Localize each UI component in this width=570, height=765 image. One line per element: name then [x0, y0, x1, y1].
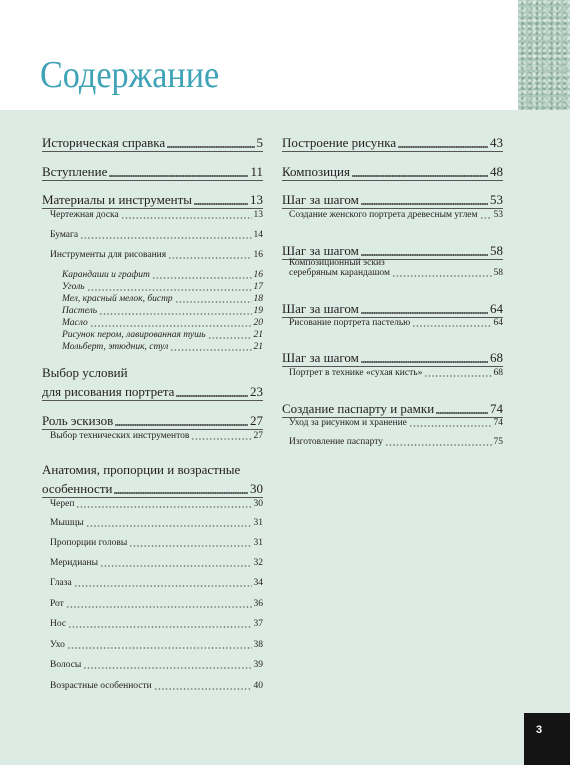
dot-leader — [167, 146, 254, 148]
toc-right-column — [282, 0, 503, 765]
dot-leader — [74, 585, 252, 587]
toc-page-number: 17 — [253, 282, 263, 292]
dot-leader — [168, 257, 251, 259]
toc-page-number: 27 — [253, 431, 263, 441]
toc-heading — [42, 481, 263, 498]
toc-subentry — [42, 639, 263, 651]
toc-entry-title: Рисунок пером, лавированная тушь — [62, 330, 206, 340]
dot-leader — [385, 444, 492, 446]
toc-entry-title: особенности — [42, 481, 113, 496]
toc-subentry — [282, 317, 503, 329]
toc-page-number: 53 — [490, 192, 503, 207]
dot-leader — [68, 626, 251, 628]
toc-heading — [282, 135, 503, 152]
toc-page-number: 30 — [253, 499, 263, 509]
toc-entry-title: Пастель — [62, 306, 98, 316]
toc-subentry — [42, 498, 263, 510]
toc-entry-title: Композиционный эскиз — [289, 258, 385, 268]
toc-heading — [42, 384, 263, 401]
toc-subsubentry — [42, 305, 263, 317]
toc-entry-title: Мел, красный мелок, бистр — [62, 294, 173, 304]
toc-heading — [282, 350, 503, 367]
dot-leader — [154, 688, 252, 690]
dot-leader — [66, 606, 252, 608]
toc-subentry — [42, 618, 263, 630]
toc-left-column — [42, 0, 263, 765]
dot-leader — [109, 175, 248, 177]
dot-leader — [175, 301, 252, 303]
toc-entry-title: Материалы и инструменты — [42, 192, 193, 207]
toc-entry-title: Шаг за шагом — [282, 350, 359, 365]
toc-page-number: 53 — [493, 210, 503, 220]
toc-page-number: 32 — [253, 558, 263, 568]
toc-page-number: 68 — [493, 368, 503, 378]
toc-page-number: 20 — [253, 318, 263, 328]
toc-entry-title: Выбор технических инструментов — [50, 431, 190, 441]
dot-leader — [424, 375, 491, 377]
toc-subsubentry — [42, 329, 263, 341]
toc-subentry — [282, 436, 503, 448]
toc-page-number: 5 — [256, 135, 263, 150]
dot-leader — [392, 275, 491, 277]
dot-leader — [90, 325, 252, 327]
toc-page-number: 37 — [253, 619, 263, 629]
toc-page-number: 74 — [493, 418, 503, 428]
dot-leader — [361, 203, 488, 205]
dot-leader — [176, 395, 248, 397]
toc-subentry — [282, 417, 503, 429]
toc-page-number: 21 — [253, 342, 263, 352]
toc-subentry — [42, 209, 263, 221]
toc-page-number: 64 — [490, 301, 503, 316]
dot-leader — [398, 146, 488, 148]
toc-entry-title: Чертежная доска — [50, 210, 119, 220]
toc-page-number: 16 — [253, 250, 263, 260]
dot-leader — [121, 217, 252, 219]
toc-page-number: 36 — [253, 599, 263, 609]
toc-page-number: 38 — [253, 640, 263, 650]
toc-page-number: 43 — [490, 135, 503, 150]
toc-page-number: 11 — [250, 164, 263, 179]
dot-leader — [194, 203, 248, 205]
toc-page-number: 13 — [253, 210, 263, 220]
folio-box — [524, 713, 570, 765]
toc-page-number: 68 — [490, 350, 503, 365]
dot-leader — [99, 313, 251, 315]
toc-page-number: 34 — [253, 578, 263, 588]
toc-subentry — [282, 367, 503, 379]
dot-leader — [152, 277, 252, 279]
toc-heading — [42, 164, 263, 181]
toc-entry-title: Построение рисунка — [282, 135, 397, 150]
toc-page-number: 58 — [490, 243, 503, 258]
toc-entry-title: серебряным карандашом — [289, 268, 391, 278]
toc-entry-title: Бумага — [50, 230, 79, 240]
dot-leader — [436, 412, 488, 414]
dot-leader — [191, 438, 251, 440]
toc-page-number: 58 — [493, 268, 503, 278]
toc-page-number: 48 — [490, 164, 503, 179]
toc-heading-line — [42, 365, 263, 381]
dot-leader — [115, 424, 248, 426]
toc-entry-title: Рот — [50, 599, 64, 609]
toc-entry-title: Роль эскизов — [42, 413, 114, 428]
toc-subsubentry — [42, 317, 263, 329]
toc-page-number: 16 — [253, 270, 263, 280]
toc-entry-title: Пропорции головы — [50, 538, 128, 548]
toc-entry-title: Историческая справка — [42, 135, 166, 150]
toc-subentry — [42, 557, 263, 569]
toc-heading — [282, 164, 503, 181]
toc-page-number: 23 — [250, 384, 263, 399]
toc-entry-title: Ухо — [50, 640, 65, 650]
dot-leader — [412, 325, 491, 327]
toc-page-number: 74 — [490, 401, 503, 416]
toc-page-number: 75 — [493, 437, 503, 447]
toc-page-number: 40 — [253, 681, 263, 691]
toc-entry-title: Масло — [62, 318, 88, 328]
dot-leader — [80, 237, 251, 239]
toc-entry-title: Череп — [50, 499, 75, 509]
dot-leader — [208, 337, 252, 339]
toc-subentry — [282, 209, 503, 221]
toc-subsubentry — [42, 269, 263, 281]
toc-page-number: 14 — [253, 230, 263, 240]
dot-leader — [409, 425, 492, 427]
dot-leader — [361, 254, 488, 256]
toc-entry-title: Инструменты для рисования — [50, 250, 167, 260]
toc-entry-title: Портрет в технике «сухая кисть» — [289, 368, 423, 378]
corner-texture — [518, 0, 570, 110]
toc-entry-title: Создание паспарту и рамки — [282, 401, 435, 416]
toc-page-number: 31 — [253, 538, 263, 548]
dot-leader — [480, 217, 492, 219]
toc-subentry — [42, 430, 263, 442]
toc-page-number: 64 — [493, 318, 503, 328]
toc-page-number: 13 — [250, 192, 263, 207]
toc-heading — [42, 413, 263, 430]
toc-entry-title: Карандаши и графит — [62, 270, 150, 280]
page-title: Содержание — [40, 54, 220, 96]
toc-subentry — [42, 680, 263, 692]
toc-entry-title: Мышцы — [50, 518, 84, 528]
dot-leader — [86, 525, 252, 527]
toc-entry-title: Нос — [50, 619, 67, 629]
toc-entry-title: Уголь — [62, 282, 85, 292]
toc-entry-title: Шаг за шагом — [282, 192, 359, 207]
toc-page-number: 39 — [253, 660, 263, 670]
dot-leader — [114, 492, 248, 494]
dot-leader — [67, 647, 252, 649]
toc-heading — [282, 301, 503, 318]
toc-subentry — [42, 659, 263, 671]
toc-entry-title: Выбор условий — [42, 365, 128, 380]
folio-number: 3 — [536, 724, 543, 736]
toc-subentry — [282, 267, 503, 279]
toc-subentry — [42, 537, 263, 549]
dot-leader — [129, 545, 251, 547]
toc-subsubentry — [42, 281, 263, 293]
toc-page-number: 27 — [250, 413, 263, 428]
dot-leader — [361, 361, 488, 363]
toc-entry-title: Анатомия, пропорции и возрастные — [42, 462, 241, 477]
toc-heading-line — [42, 462, 263, 478]
toc-entry-title: Вступление — [42, 164, 108, 179]
dot-leader — [76, 506, 251, 508]
toc-subentry — [42, 229, 263, 241]
toc-subentry — [42, 598, 263, 610]
dot-leader — [352, 175, 488, 177]
toc-subsubentry — [42, 293, 263, 305]
toc-heading — [282, 192, 503, 209]
toc-page-number: 30 — [250, 481, 263, 496]
dot-leader — [170, 349, 251, 351]
toc-entry-title: для рисования портрета — [42, 384, 175, 399]
toc-subsubentry — [42, 341, 263, 353]
toc-entry-title: Создание женского портрета древесным углем — [289, 210, 478, 220]
toc-heading — [42, 192, 263, 209]
toc-entry-title: Глаза — [50, 578, 72, 588]
toc-entry-title: Композиция — [282, 164, 350, 179]
toc-page-number: 18 — [253, 294, 263, 304]
toc-heading — [42, 135, 263, 152]
toc-entry-title: Меридианы — [50, 558, 98, 568]
toc-entry-title: Мольберт, этюдник, стул — [62, 342, 169, 352]
dot-leader — [100, 565, 252, 567]
toc-entry-title: Уход за рисунком и хранение — [289, 418, 407, 428]
toc-heading — [282, 401, 503, 418]
toc-entry-title: Возрастные особенности — [50, 681, 152, 691]
toc-page-number: 31 — [253, 518, 263, 528]
toc-entry-title: Шаг за шагом — [282, 243, 359, 258]
toc-entry-title: Рисование портрета пастелью — [289, 318, 411, 328]
toc-entry-title: Волосы — [50, 660, 82, 670]
dot-leader — [83, 667, 251, 669]
toc-subentry — [42, 577, 263, 589]
dot-leader — [361, 312, 488, 314]
toc-entry-title: Изготовление паспарту — [289, 437, 383, 447]
toc-page-number: 21 — [253, 330, 263, 340]
toc-subentry — [42, 517, 263, 529]
toc-page-number: 19 — [253, 306, 263, 316]
dot-leader — [87, 289, 252, 291]
toc-subentry — [42, 249, 263, 261]
toc-entry-title: Шаг за шагом — [282, 301, 359, 316]
